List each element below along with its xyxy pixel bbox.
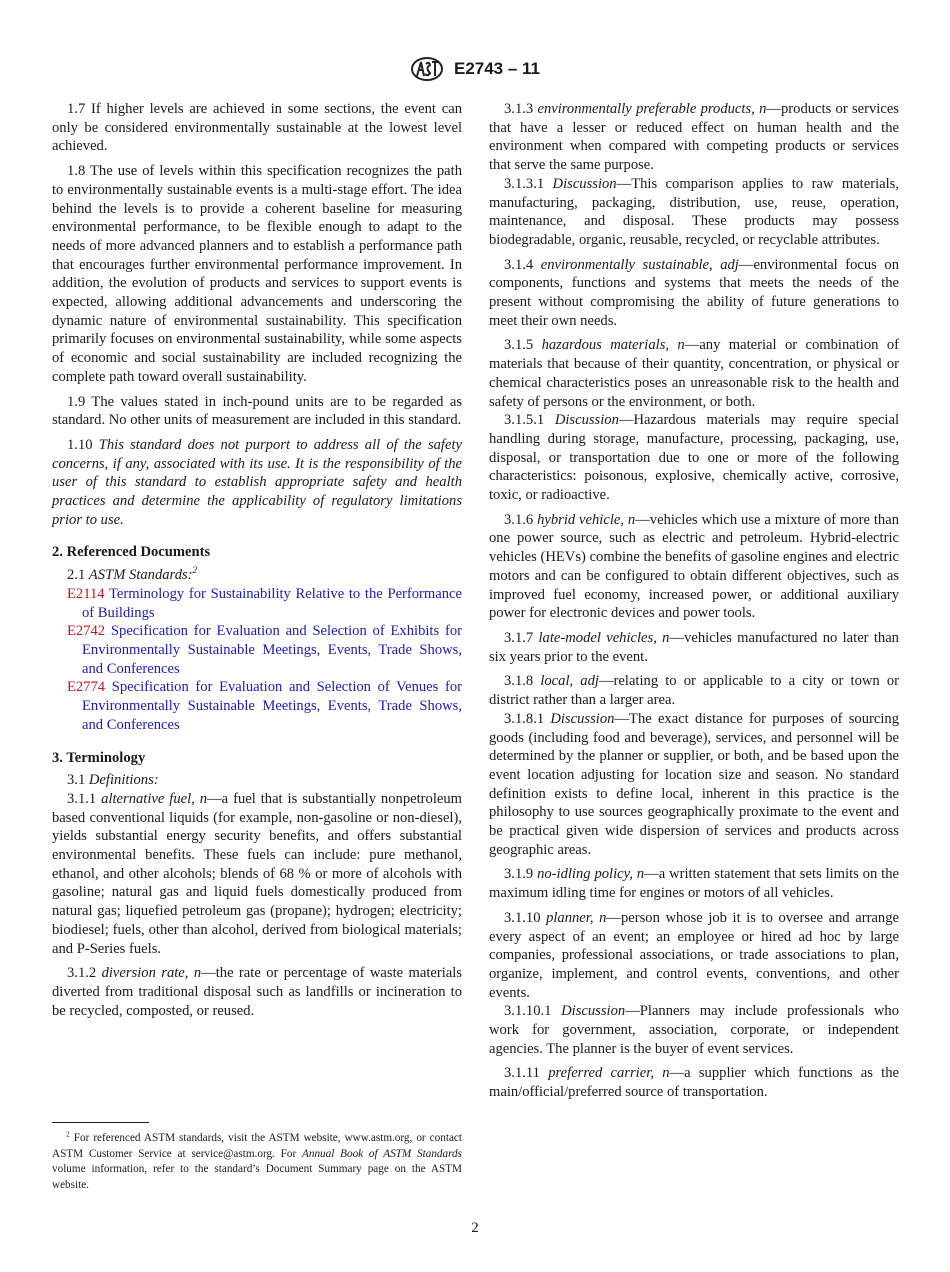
- paragraph: [489, 100, 899, 175]
- italic-text: environmentally preferable products, n: [537, 101, 767, 117]
- text: —The exact distance for purposes of sourcing goods (including food and beverage), services, and personnel will be determined by the planner or supplier, or both, and be based upon the event location adjusting for location size and season. No standard definition exists to define local, inherent in this practice is the philosophy to use sources geographically proximate to the event and be practical given wide dispersion of services and products across geographic areas.: [489, 710, 900, 858]
- italic-text: hazardous materials, n: [541, 337, 685, 354]
- paragraph: [52, 790, 462, 958]
- footnote-text-2: volume information, refer to the standard’s Document Summary page on the ASTM website.: [52, 1163, 462, 1191]
- footnote-mark: 2: [66, 1129, 70, 1139]
- text: —relating to or applicable to a city or town or district rather than a larger area.: [489, 673, 899, 709]
- paragraph: [52, 771, 462, 790]
- italic-text: Discussion: [561, 1003, 626, 1020]
- paragraph: [489, 411, 899, 505]
- paragraph: [489, 336, 899, 411]
- italic-text: ASTM Standards:: [88, 567, 193, 584]
- footnote-ref: 2: [192, 565, 198, 576]
- right-column: [489, 94, 899, 1102]
- paragraph: [489, 511, 899, 623]
- paragraph: [489, 865, 899, 902]
- page-number: 2: [471, 1220, 479, 1236]
- italic-text: Definitions:: [88, 772, 159, 789]
- text: —a fuel that is substantially nonpetroleum based conventional liquids (for example, non-gasoline or non-diesel), yields substantial energy security benefits, and offers substantial environmental benefits. These fuels can include: pure methanol, ethanol, and other alcohols; blends of 68 % or more of alcohols with gasoline; natural gas and liquid fuels domestically produced from natural gas; liquefied petroleum gas (propane); hydrogen; electricity; biodiesel; fuels, other than alcohol, derived from biological materials; and P-Series fuels.: [52, 790, 462, 957]
- paragraph: [489, 909, 899, 1003]
- text: —Hazardous materials may require special handling during storage, manufacture, processing, packaging, use, disposal, or transportation due to one or more of the following characteristics: poisonous, explosive, chemically active, corrosive, toxic, or radioactive.: [489, 412, 900, 504]
- footnote-italic: Annual Book of ASTM Standards: [302, 1147, 462, 1160]
- text: 3.1.9: [504, 866, 538, 883]
- paragraph: [489, 1002, 899, 1058]
- paragraph: [52, 566, 462, 585]
- text: 3.1.7: [504, 629, 539, 646]
- text: 3.1.3: [504, 101, 538, 117]
- italic-text: no-idling policy, n: [537, 866, 645, 883]
- text: 1.7 If higher levels are achieved in some sections, the event can only be considered environmentally sustainable at the lowest level achieved.: [52, 101, 462, 155]
- text: 3.1.4: [504, 256, 541, 273]
- page-header: [0, 56, 950, 82]
- footnote-divider: [52, 1122, 149, 1123]
- italic-text: late-model vehicles, n: [538, 629, 670, 646]
- text: 3.1.10: [504, 909, 547, 926]
- text: —the rate or percentage of waste materials diverted from traditional disposal such as landfills or incineration to be recycled, composted, or reused.: [52, 965, 462, 1019]
- standard-title-link[interactable]: Terminology for Sustainability Relative to the Performance of Buildings: [82, 585, 462, 621]
- standard-title-link[interactable]: Specification for Evaluation and Selection of Venues for Environmentally Sustainable Meetings, Events, Trade Shows, and Conferences: [82, 679, 462, 733]
- standard-code-link[interactable]: E2742: [67, 623, 106, 640]
- text: 2.1: [67, 567, 89, 584]
- reference-item[interactable]: [52, 678, 462, 734]
- paragraph: [489, 1064, 899, 1101]
- footnote-text: For referenced ASTM standards, visit the ASTM website, www.astm.org, or contact ASTM Customer Service at service@astm.org. For: [52, 1132, 462, 1160]
- text: —vehicles manufactured no later than six years prior to the event.: [489, 629, 899, 665]
- text: —any material or combination of materials that because of their quantity, concentration, or physical or chemical characteristics poses an unreasonable risk to the health and safety of persons or the environment, or both.: [489, 337, 899, 410]
- text: 3.1.8.1: [504, 710, 551, 727]
- italic-text: diversion rate, n: [101, 965, 202, 982]
- italic-text: planner, n: [546, 909, 607, 926]
- italic-text: environmentally sustainable, adj: [540, 256, 739, 273]
- italic-text: hybrid vehicle, n: [537, 511, 636, 528]
- text: 3.1.11: [504, 1065, 549, 1082]
- italic-text: preferred carrier, n: [548, 1065, 670, 1082]
- paragraph: [489, 672, 899, 709]
- text: 3.1.10.1: [504, 1003, 562, 1020]
- paragraph: [52, 436, 462, 530]
- paragraph: [489, 256, 899, 331]
- text: 1.9 The values stated in inch-pound units are to be regarded as standard. No other units of measurement are included in this standard.: [52, 393, 462, 429]
- text: —a supplier which functions as the main/official/preferred source of transportation.: [489, 1065, 899, 1101]
- text: 1.10: [67, 436, 99, 453]
- italic-text: local, adj: [540, 673, 599, 690]
- document-id: E2743 – 11: [453, 59, 541, 78]
- text: 3.1.8: [504, 673, 541, 690]
- italic-text: Discussion: [550, 710, 615, 727]
- text: 3.1.3.1: [504, 175, 553, 192]
- text: 3.1.6: [504, 511, 538, 528]
- text: —person whose job it is to oversee and arrange every aspect of an event; an employee or hired ad hoc by large companies, professional associations, or trade associations to plan, organize, implement, and control events, conventions, and other events.: [489, 909, 900, 1001]
- text: 1.8 The use of levels within this specification recognizes the path to environmentally sustainable events is a multi-stage effort. The idea behind the levels is to provide a coherent baseline for measuring environmental performance, to be flexible enough to adapt to the needs of more advanced planners and to establish a performance path that encourages further environmental performance improvement. In addition, the evolution of products and services to support events is expected, allowing additional advancements and underscoring the dynamic nature of environmental sustainability. This specification primarily focuses on environmental sustainability, while some aspects of economic and social sustainability are included recognizing the complete path toward overall sustainability.: [52, 163, 462, 385]
- text: —a written statement that sets limits on the maximum idling time for engines or motors of all vehicles.: [489, 866, 899, 902]
- text: 3.1.2: [67, 965, 102, 982]
- reference-item[interactable]: [52, 622, 462, 678]
- text: —products or services that have a lesser or reduced effect on human health and the environment when compared with competing products or services that serve the same purpose.: [489, 101, 899, 174]
- standard-title-link[interactable]: Specification for Evaluation and Selection of Exhibits for Environmentally Sustainable Meetings, Events, Trade Shows, and Conferences: [82, 623, 462, 677]
- paragraph: [52, 964, 462, 1020]
- text: —This comparison applies to raw materials, manufacturing, packaging, distribution, use, reuse, operation, maintenance, and disposal. These products may possess biodegradable, organic, reusable, recycled, or recyclable attributes.: [489, 175, 899, 248]
- paragraph: [489, 629, 899, 666]
- standard-code-link[interactable]: E2114: [67, 585, 105, 602]
- paragraph: [52, 100, 462, 156]
- standard-code-link[interactable]: E2774: [67, 679, 106, 696]
- text: —vehicles which use a mixture of more than one power source, such as electric and petroleum. Hybrid-electric vehicles (HEVs) combine the benefits of gasoline engines and electric motors and can be configured to obtain different objectives, such as improved fuel economy, increased power, or additional auxiliary power for electronic devices and power tools.: [489, 511, 900, 622]
- paragraph: [489, 710, 899, 860]
- left-column: [52, 94, 462, 1020]
- paragraph: [52, 162, 462, 386]
- section-heading: 2. Referenced Documents: [52, 544, 211, 561]
- astm-logo-icon: [410, 56, 444, 82]
- italic-text: Discussion: [554, 412, 619, 429]
- italic-text: alternative fuel, n: [101, 790, 208, 807]
- text: 3.1.1: [67, 790, 102, 807]
- footnote: [52, 1131, 462, 1193]
- reference-item[interactable]: [52, 585, 462, 622]
- italic-text: This standard does not purport to address all of the safety concerns, if any, associated with its use. It is the responsibility of the user of this standard to establish appropriate safety and health practices and determine the applicability of regulatory limitations prior to use.: [52, 436, 462, 528]
- section-heading: 3. Terminology: [52, 749, 146, 766]
- text: 3.1: [67, 772, 89, 789]
- text: 3.1.5: [504, 337, 542, 354]
- text: 3.1.5.1: [504, 412, 555, 429]
- paragraph: [52, 393, 462, 430]
- text: —environmental focus on components, functions and systems that meets the needs of the present without compromising the ability of future generations to meet their own needs.: [489, 256, 899, 329]
- italic-text: Discussion: [552, 175, 617, 192]
- text: —Planners may include professionals who work for government, association, corporate, or independent agencies. The planner is the buyer of event services.: [489, 1003, 900, 1057]
- paragraph: [489, 175, 899, 250]
